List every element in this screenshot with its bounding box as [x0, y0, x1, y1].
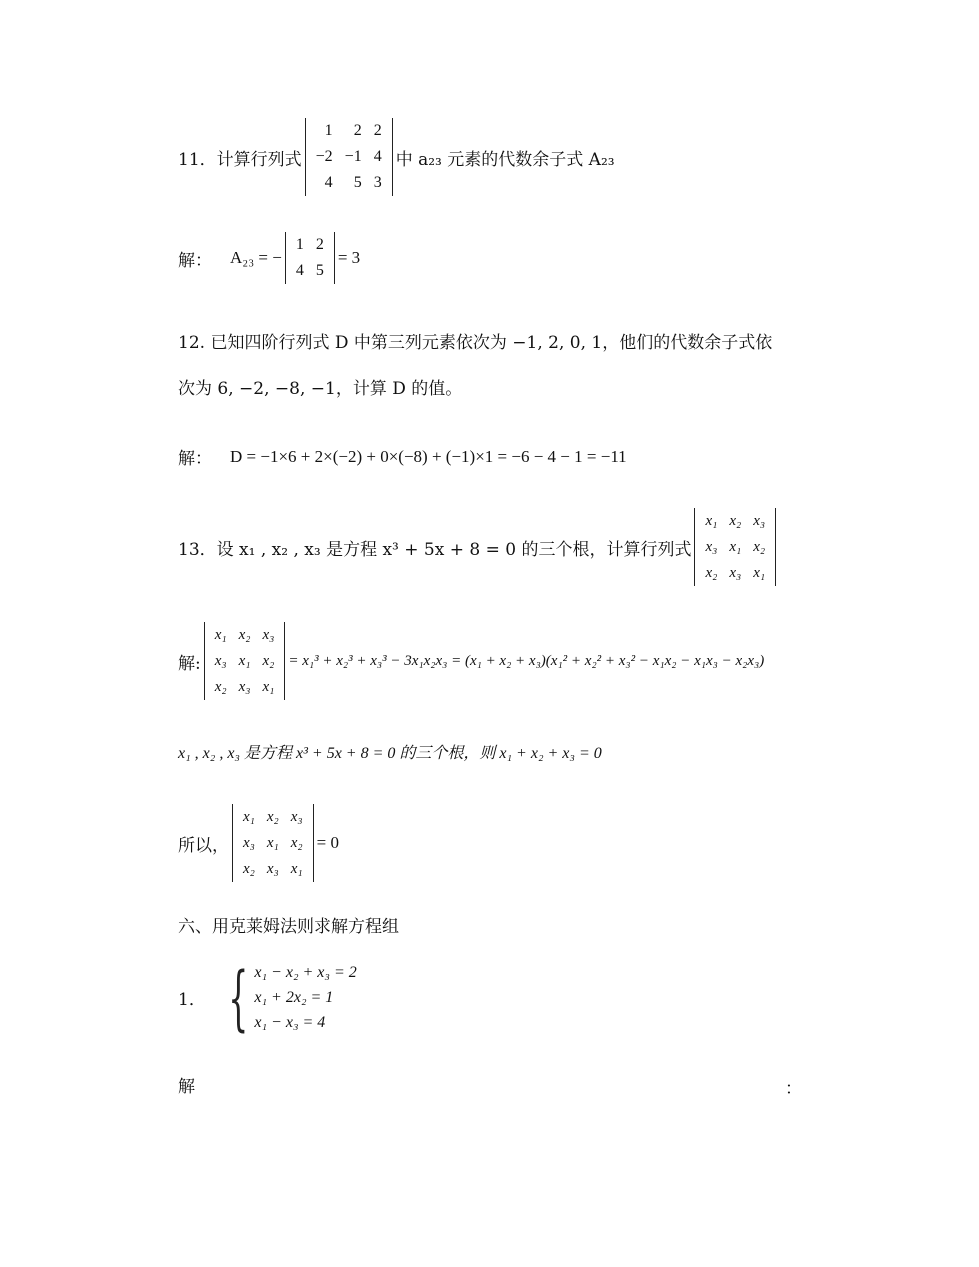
- matrix-row: [237, 830, 309, 856]
- q12-line1-text: 12. 已知四阶行列式 D 中第三列元素依次为 −1, 2, 0, 1，他们的代数余子式依: [178, 333, 773, 353]
- matrix-cell: x₂: [238, 627, 251, 643]
- a13-so-rhs: = 0: [316, 833, 339, 852]
- a11-matrix: [290, 232, 330, 284]
- section-6-solution: [178, 1072, 195, 1097]
- q11-determinant: [305, 118, 393, 196]
- matrix-cell: 2: [315, 236, 324, 253]
- question-13: [178, 508, 779, 586]
- matrix-cell: x₁: [243, 809, 255, 825]
- matrix-cell: x₁: [262, 679, 275, 695]
- problem-1-label: 1．: [178, 990, 206, 1010]
- a13-note: x₁ , x₂ , x₃ 是方程 x³ + 5x + 8 = 0 的三个根，则 x₁ + x₂ + x₃ = 0: [178, 745, 602, 762]
- solution-label: 解: [178, 1077, 195, 1097]
- matrix-row: [699, 560, 771, 586]
- q11-label: 11．计算行列式: [178, 149, 302, 170]
- q13-determinant: [694, 508, 776, 586]
- matrix-row: [699, 508, 771, 534]
- matrix-row: [290, 232, 330, 258]
- a11-lhs: A₂₃ = −: [230, 248, 282, 267]
- equation-2: x₁ + 2x₂ = 1: [254, 989, 334, 1006]
- matrix-cell: x₁: [266, 835, 279, 851]
- matrix-cell: x₂: [243, 861, 255, 877]
- a12-expr: D = −1×6 + 2×(−2) + 0×(−8) + (−1)×1 = −6 − 4 − 1 = −11: [230, 446, 627, 466]
- matrix-cell: x₁: [753, 565, 766, 581]
- matrix-cell: x₁: [729, 539, 742, 555]
- matrix-cell: 1: [324, 122, 333, 139]
- a12-label: 解：: [178, 449, 212, 469]
- matrix-cell: x₂: [290, 835, 303, 851]
- a13-so-matrix: [237, 804, 309, 882]
- matrix-cell: x₂: [729, 513, 742, 529]
- matrix-cell: x₂: [705, 565, 718, 581]
- answer-12: [178, 444, 627, 469]
- matrix-row: [209, 622, 281, 648]
- answer-11: [178, 232, 360, 284]
- matrix-row: [310, 144, 388, 170]
- matrix-cell: x₂: [266, 809, 279, 825]
- matrix-cell: 4: [373, 148, 382, 165]
- matrix-cell: 2: [373, 122, 382, 139]
- matrix-cell: 2: [353, 122, 362, 139]
- a11-rhs: = 3: [337, 248, 361, 267]
- equation-system: [216, 956, 357, 1039]
- equation-1: x₁ − x₂ + x₃ = 2: [254, 964, 357, 981]
- question-12-line1: [178, 328, 772, 353]
- a13-so-determinant: [232, 804, 314, 882]
- trailing-colon: ：: [785, 1079, 802, 1099]
- a13-expr: = x₁³ + x₂³ + x₃³ − 3x₁x₂x₃ = (x₁ + x₂ + x₃)(x₁² + x₂² + x₃² − x₁x₂ − x₁x₃ − x₂x₃): [288, 652, 765, 669]
- matrix-cell: x₃: [266, 861, 279, 877]
- matrix-cell: x₂: [753, 539, 766, 555]
- matrix-cell: 3: [373, 174, 382, 191]
- matrix-row: [310, 170, 388, 196]
- matrix-cell: x₁: [214, 627, 227, 643]
- a11-label: 解：: [178, 250, 212, 271]
- left-brace-icon: {: [228, 956, 249, 1039]
- matrix-cell: 1: [295, 236, 304, 253]
- matrix-cell: 5: [353, 174, 362, 191]
- matrix-row: [237, 804, 309, 830]
- section-6-problem-1: [178, 956, 357, 1039]
- matrix-cell: x₃: [705, 539, 718, 555]
- matrix-cell: 4: [295, 262, 304, 279]
- a13-so-label: 所以，: [178, 835, 229, 856]
- matrix-cell: −2: [315, 148, 333, 165]
- question-12-line2: [178, 374, 462, 399]
- matrix-cell: −1: [344, 148, 362, 165]
- matrix-cell: x₃: [753, 513, 766, 529]
- q12-line2-text: 次为 6, −2, −8, −1，计算 D 的值。: [178, 379, 463, 399]
- matrix-cell: x₁: [238, 653, 251, 669]
- matrix-row: [209, 648, 281, 674]
- q11-matrix: [310, 118, 388, 196]
- a13-matrix: [209, 622, 281, 700]
- matrix-cell: x₃: [214, 653, 227, 669]
- a13-note-line: [178, 740, 602, 763]
- matrix-row: [310, 118, 388, 144]
- section-6-title-text: 六、用克莱姆法则求解方程组: [178, 917, 399, 937]
- matrix-row: [699, 534, 771, 560]
- matrix-cell: x₃: [238, 679, 251, 695]
- matrix-cell: x₁: [705, 513, 718, 529]
- q13-matrix: [699, 508, 771, 586]
- q13-label: 13．设 x₁ , x₂ , x₃ 是方程 x³ + 5x + 8 = 0 的三个根，计算行列式: [178, 539, 692, 560]
- a11-determinant: [285, 232, 335, 284]
- matrix-row: [290, 258, 330, 284]
- a13-label: 解:: [178, 653, 201, 674]
- a13-determinant: [204, 622, 286, 700]
- matrix-row: [209, 674, 281, 700]
- matrix-cell: x₃: [290, 809, 303, 825]
- matrix-cell: 4: [324, 174, 333, 191]
- a13-conclusion: [178, 804, 339, 882]
- section-6-title: [178, 912, 399, 937]
- matrix-cell: 5: [315, 262, 324, 279]
- question-11: [178, 118, 615, 196]
- matrix-cell: x₃: [262, 627, 275, 643]
- q11-tail: 中 a₂₃ 元素的代数余子式 A₂₃: [395, 149, 615, 170]
- matrix-cell: x₂: [214, 679, 227, 695]
- matrix-cell: x₂: [262, 653, 275, 669]
- equation-3: x₁ − x₃ = 4: [254, 1014, 326, 1031]
- matrix-row: [237, 856, 309, 882]
- matrix-cell: x₁: [290, 861, 303, 877]
- answer-13: [178, 622, 764, 700]
- equation-lines: [254, 960, 356, 1035]
- matrix-cell: x₃: [729, 565, 742, 581]
- matrix-cell: x₃: [243, 835, 255, 851]
